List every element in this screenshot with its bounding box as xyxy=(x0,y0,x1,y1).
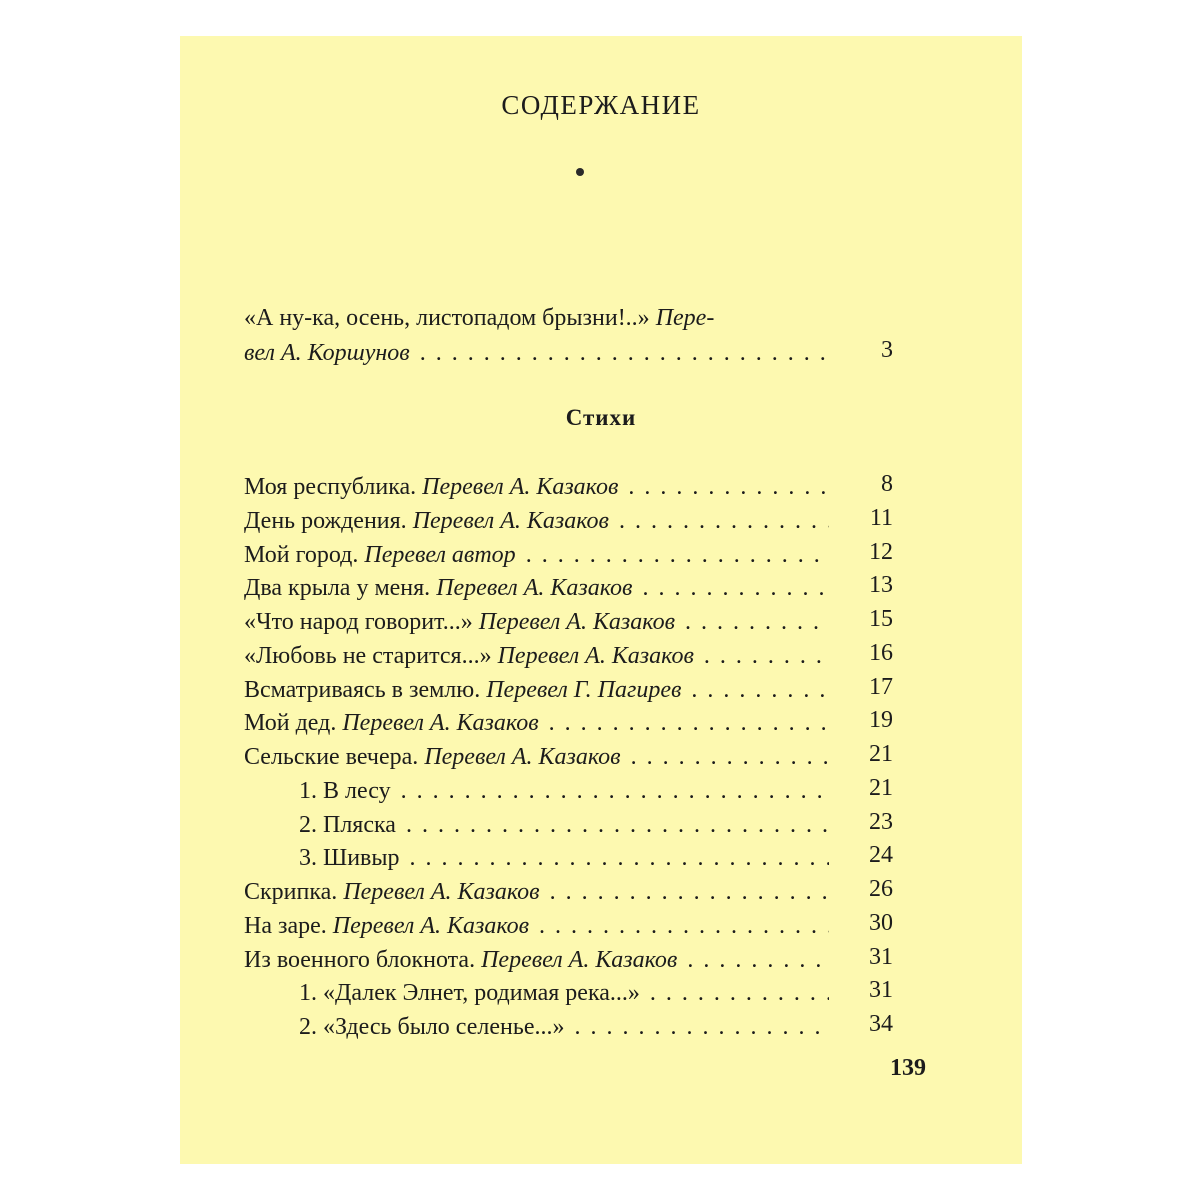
toc-entry-translator: Перевел А. Казаков xyxy=(332,913,530,939)
leader-dots xyxy=(420,336,829,370)
toc-entry xyxy=(244,875,829,909)
toc-entry-page: 19 xyxy=(869,707,893,733)
toc-entry-translator: Перевел А. Казаков xyxy=(342,710,539,736)
toc-entry xyxy=(244,943,829,977)
leader-dots xyxy=(642,571,829,605)
toc-entry-title: Сельские вечера. xyxy=(244,744,419,770)
toc-entry-text xyxy=(299,808,396,842)
section-heading: Стихи xyxy=(565,405,637,430)
toc-entry-translator: Перевел А. Казаков xyxy=(436,575,633,601)
toc-entry-title: 2. Пляска xyxy=(299,812,396,838)
toc-entry-page: 31 xyxy=(869,944,893,970)
toc-entry-translator: Перевел А. Казаков xyxy=(497,643,694,669)
toc-entry-page: 31 xyxy=(869,977,893,1003)
toc-entry xyxy=(244,538,829,572)
toc-entry-page: 11 xyxy=(869,505,893,531)
toc-entry-translator: Перевел А. Казаков xyxy=(481,947,678,973)
toc-entry xyxy=(299,1010,829,1044)
toc-entry-text xyxy=(244,504,609,538)
toc-entry-page: 24 xyxy=(869,842,893,868)
leader-dots xyxy=(619,504,829,538)
toc-entry-text xyxy=(299,976,640,1010)
toc-entry-title: «Любовь не старится...» xyxy=(244,643,492,669)
leader-dots xyxy=(401,774,829,808)
toc-entry-page: 21 xyxy=(869,741,893,767)
leader-dots xyxy=(549,706,829,740)
leader-dots xyxy=(650,976,829,1010)
toc-entry xyxy=(244,673,829,707)
toc-entry-translator: Перевел А. Казаков xyxy=(424,744,621,770)
toc-entry xyxy=(299,841,829,875)
toc-entry-translator: Перевел А. Казаков xyxy=(422,474,619,500)
toc-entry-text xyxy=(244,470,618,504)
book-page xyxy=(180,36,1022,1164)
toc-entry-page: 15 xyxy=(869,606,893,632)
toc-entry-title: 1. «Далек Элнет, родимая река...» xyxy=(299,980,640,1006)
toc-entry xyxy=(244,706,829,740)
leader-dots xyxy=(628,470,829,504)
leader-dots xyxy=(574,1010,829,1044)
toc-entry-title: 2. «Здесь было селенье...» xyxy=(299,1014,565,1040)
toc-entry-text xyxy=(244,740,621,774)
toc-entry-title: На заре. xyxy=(244,913,327,939)
toc-entry-text xyxy=(244,538,516,572)
toc-entry-page: 17 xyxy=(869,674,893,700)
page-number: 139 xyxy=(890,1055,926,1081)
toc-entry-title: Скрипка. xyxy=(244,879,338,905)
toc-entry-text xyxy=(244,875,540,909)
leader-dots xyxy=(526,538,829,572)
toc-entry-page: 30 xyxy=(869,910,893,936)
toc-entry-translator: Перевел А. Казаков xyxy=(478,609,675,635)
toc-entry xyxy=(299,976,829,1010)
toc-entry-translator: Перевел А. Казаков xyxy=(412,508,609,534)
leader-dots xyxy=(539,909,829,943)
toc-entry-title: Мой город. xyxy=(244,542,359,568)
toc-entry-title: Мой дед. xyxy=(244,710,337,736)
toc-entry-page: 34 xyxy=(869,1011,893,1037)
toc-entry-title: Всматриваясь в землю. xyxy=(244,677,481,703)
toc-entry-title: Два крыла у меня. xyxy=(244,575,431,601)
leader-dots xyxy=(631,740,829,774)
toc-entry-page: 12 xyxy=(869,539,893,565)
toc-entry-title: «Что народ говорит...» xyxy=(244,609,473,635)
intro-entry-line1 xyxy=(244,301,714,335)
intro-entry-translator-start: Пере- xyxy=(655,305,715,331)
leader-dots xyxy=(410,841,829,875)
leader-dots xyxy=(691,673,829,707)
toc-entry-text xyxy=(244,909,529,943)
toc-entry-text xyxy=(299,774,391,808)
toc-entry-page: 13 xyxy=(869,572,893,598)
toc-entry-text xyxy=(244,673,681,707)
toc-entry-title: День рождения. xyxy=(244,508,407,534)
toc-entry-text xyxy=(244,605,675,639)
toc-entry-text xyxy=(299,1010,564,1044)
toc-entry xyxy=(244,470,829,504)
leader-dots xyxy=(704,639,829,673)
leader-dots xyxy=(406,808,829,842)
toc-entry-translator: Перевел автор xyxy=(364,542,516,568)
toc-entry-title: 3. Шивыр xyxy=(299,845,400,871)
intro-entry-title: «А ну-ка, осень, листопадом брызни!..» xyxy=(244,305,650,331)
toc-entry xyxy=(244,740,829,774)
toc-entry xyxy=(244,909,829,943)
leader-dots xyxy=(685,605,829,639)
toc-entry-page: 16 xyxy=(869,640,893,666)
toc-entry-translator: Перевел А. Казаков xyxy=(343,879,540,905)
toc-entry xyxy=(244,504,829,538)
leader-dots xyxy=(550,875,829,909)
toc-entry xyxy=(244,639,829,673)
intro-entry-translator-end: вел А. Коршунов xyxy=(244,340,410,366)
toc-entry-text xyxy=(244,571,632,605)
toc-entry xyxy=(244,571,829,605)
toc-entry-translator: Перевел Г. Пагирев xyxy=(486,677,682,703)
leader-dots xyxy=(687,943,829,977)
toc-entry-page: 21 xyxy=(869,775,893,801)
toc-entry-page: 26 xyxy=(869,876,893,902)
toc-entry-page: 8 xyxy=(881,471,893,497)
toc-entry xyxy=(299,774,829,808)
toc-entry-title: Моя республика. xyxy=(244,474,417,500)
toc-entry-page: 23 xyxy=(869,809,893,835)
intro-entry-page: 3 xyxy=(881,337,893,363)
ornament-dot xyxy=(576,168,584,176)
toc-entry-title: Из военного блокнота. xyxy=(244,947,476,973)
toc-entry-text xyxy=(244,943,677,977)
toc-entry xyxy=(299,808,829,842)
toc-entry xyxy=(244,605,829,639)
toc-entry-text xyxy=(299,841,400,875)
intro-entry-line2 xyxy=(244,336,829,370)
toc-entry-title: 1. В лесу xyxy=(299,778,391,804)
toc-entry-text xyxy=(244,706,539,740)
page-title: СОДЕРЖАНИЕ xyxy=(501,90,701,120)
toc-entry-text xyxy=(244,639,694,673)
